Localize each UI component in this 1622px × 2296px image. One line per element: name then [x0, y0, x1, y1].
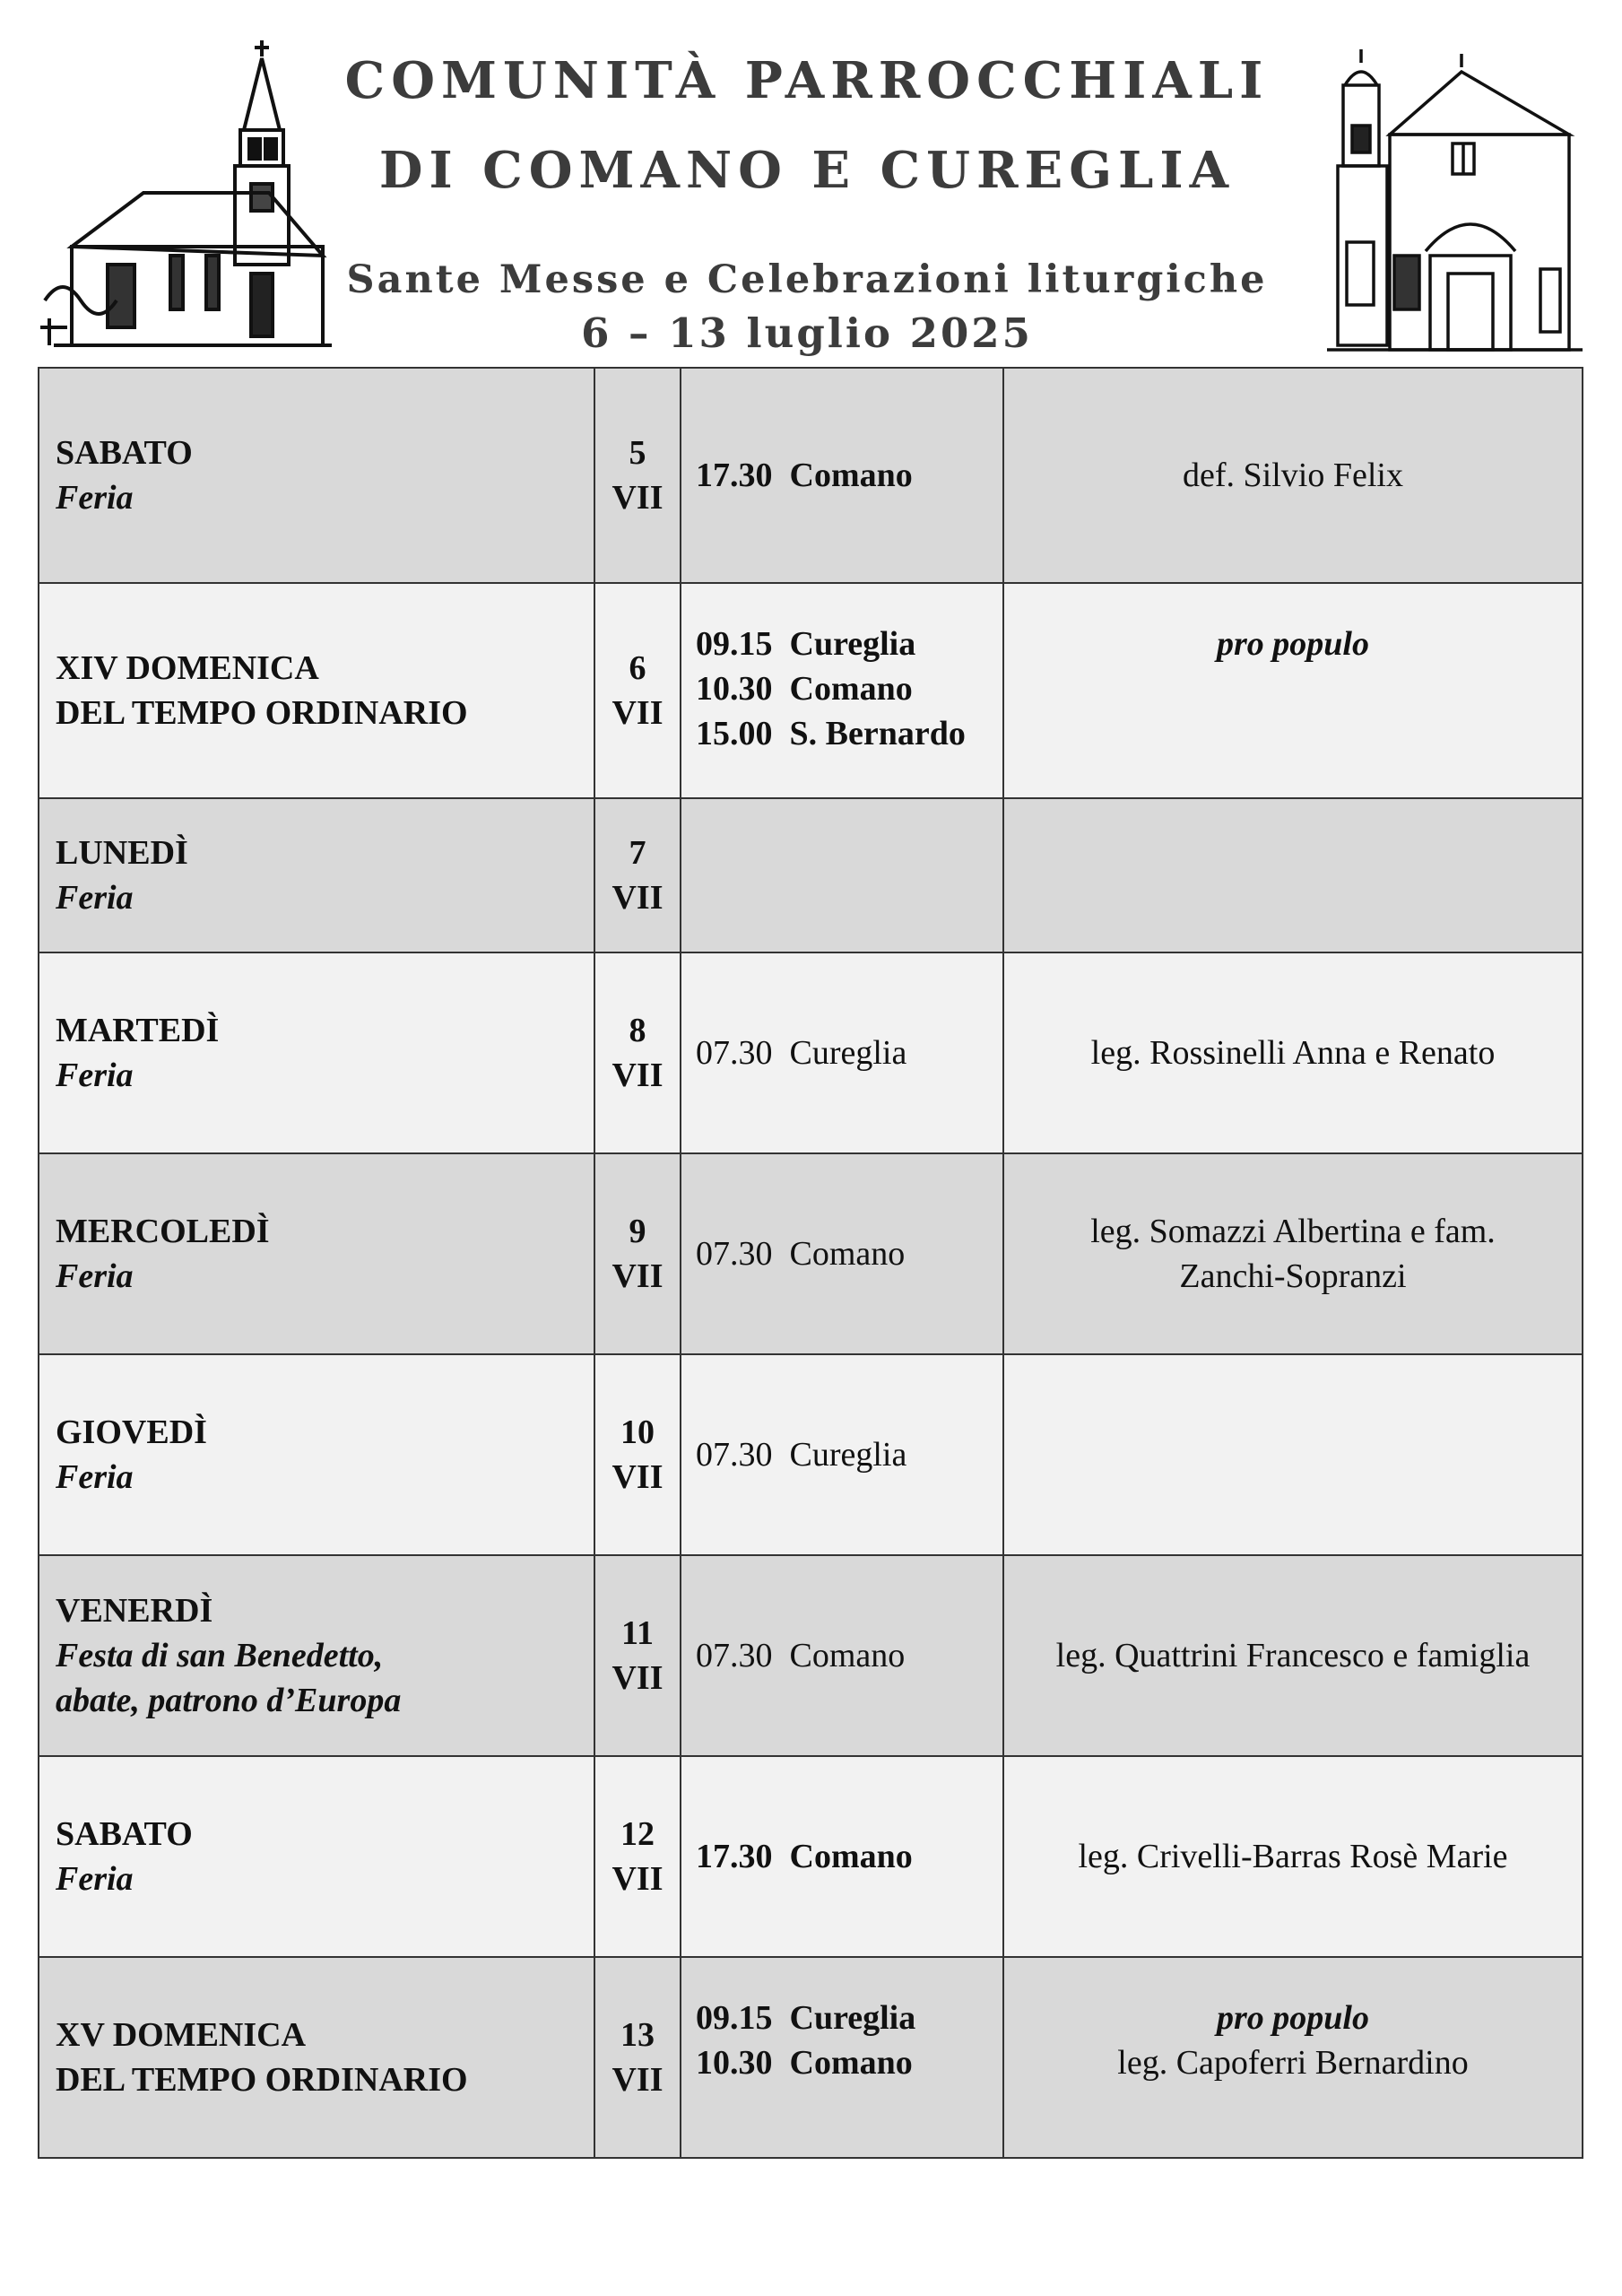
schedule-row [39, 1153, 1583, 1354]
time-location-cell [681, 1555, 1003, 1756]
day-name: VENERDÌ [56, 1592, 213, 1630]
mass-intention: leg. Capoferri Bernardino [1117, 2044, 1469, 2082]
date-cell [594, 368, 681, 583]
day-name: SABATO [56, 1815, 193, 1853]
schedule-row [39, 1354, 1583, 1555]
title-line-1: COMUNITÀ PARROCCHIALI [344, 51, 1270, 110]
mass-intention: leg. Somazzi Albertina e fam. [1090, 1213, 1496, 1250]
day-cell [39, 1957, 594, 2158]
day-name: XV DOMENICA [56, 2016, 307, 2054]
day-number: 8 [629, 1012, 646, 1049]
liturgical-description: Feria [56, 1257, 134, 1295]
day-cell [39, 583, 594, 798]
month-numeral: VII [612, 1458, 664, 1496]
church-bell-tower-icon [36, 31, 341, 354]
liturgical-description: Feria [56, 1057, 134, 1094]
mass-time: 15.00 S. Bernardo [696, 715, 966, 752]
schedule-row [39, 1756, 1583, 1957]
mass-time: 10.30 Comano [696, 2044, 913, 2082]
liturgical-description: Feria [56, 1860, 134, 1898]
time-location-cell [681, 798, 1003, 952]
time-location-cell [681, 1957, 1003, 2158]
liturgical-description: Feria [56, 479, 134, 517]
mass-time: 10.30 Comano [696, 670, 913, 708]
month-numeral: VII [612, 879, 664, 917]
intentions-cell [1003, 368, 1583, 583]
mass-intention: pro populo [1217, 1999, 1369, 2037]
day-cell [39, 952, 594, 1153]
intentions-cell [1003, 798, 1583, 952]
intentions-cell [1003, 1153, 1583, 1354]
month-numeral: VII [612, 1659, 664, 1697]
intentions-cell [1003, 1756, 1583, 1957]
mass-time: 09.15 Cureglia [696, 1999, 916, 2037]
mass-time: 17.30 Comano [696, 457, 913, 494]
month-numeral: VII [612, 1257, 664, 1295]
intentions-cell [1003, 952, 1583, 1153]
month-numeral: VII [612, 479, 664, 517]
schedule-row [39, 1555, 1583, 1756]
intentions-cell [1003, 583, 1583, 798]
intentions-cell [1003, 1354, 1583, 1555]
time-location-cell [681, 952, 1003, 1153]
day-cell [39, 1555, 594, 1756]
subtitle: Sante Messe e Celebrazioni liturgiche [346, 257, 1268, 302]
mass-intention: Zanchi-Sopranzi [1179, 1257, 1407, 1295]
liturgical-description: Festa di san Benedetto, [56, 1637, 384, 1674]
schedule-row [39, 1957, 1583, 2158]
mass-time: 07.30 Comano [696, 1637, 906, 1674]
time-location-cell [681, 1153, 1003, 1354]
month-numeral: VII [612, 1057, 664, 1094]
day-cell [39, 798, 594, 952]
month-numeral: VII [612, 2061, 664, 2099]
day-name-line2: DEL TEMPO ORDINARIO [56, 694, 468, 732]
date-cell [594, 952, 681, 1153]
page-header [0, 0, 1622, 359]
day-number: 13 [620, 2016, 655, 2054]
liturgical-description: Feria [56, 879, 134, 917]
chapel-facade-icon [1327, 45, 1583, 354]
schedule-row [39, 798, 1583, 952]
schedule-row [39, 368, 1583, 583]
day-cell [39, 1354, 594, 1555]
time-location-cell [681, 1354, 1003, 1555]
day-name: LUNEDÌ [56, 834, 188, 872]
day-number: 5 [629, 434, 646, 472]
liturgical-description: abate, patrono d’Europa [56, 1682, 402, 1719]
date-cell [594, 1957, 681, 2158]
mass-time: 17.30 Comano [696, 1838, 913, 1875]
intentions-cell [1003, 1957, 1583, 2158]
schedule-row [39, 952, 1583, 1153]
day-number: 12 [620, 1815, 655, 1853]
day-cell [39, 1756, 594, 1957]
day-name: MERCOLEDÌ [56, 1213, 270, 1250]
day-name: MARTEDÌ [56, 1012, 220, 1049]
mass-time: 07.30 Cureglia [696, 1034, 907, 1072]
day-name-line2: DEL TEMPO ORDINARIO [56, 2061, 468, 2099]
mass-schedule-table [38, 367, 1583, 2159]
mass-intention: leg. Crivelli-Barras Rosè Marie [1078, 1838, 1508, 1875]
mass-intention: pro populo [1217, 625, 1369, 663]
date-cell [594, 1153, 681, 1354]
month-numeral: VII [612, 694, 664, 732]
date-cell [594, 583, 681, 798]
day-cell [39, 1153, 594, 1354]
schedule-row [39, 583, 1583, 798]
day-name: GIOVEDÌ [56, 1413, 207, 1451]
day-number: 6 [629, 649, 646, 687]
mass-intention: leg. Quattrini Francesco e famiglia [1055, 1637, 1531, 1674]
mass-intention: def. Silvio Felix [1183, 457, 1403, 494]
mass-time: 07.30 Comano [696, 1235, 906, 1273]
day-number: 9 [629, 1213, 646, 1250]
date-cell [594, 798, 681, 952]
date-range: 6 – 13 luglio 2025 [581, 309, 1033, 357]
time-location-cell [681, 368, 1003, 583]
day-name: SABATO [56, 434, 193, 472]
title-line-2: DI COMANO E CUREGLIA [378, 141, 1236, 200]
date-cell [594, 1756, 681, 1957]
day-number: 11 [621, 1614, 654, 1652]
time-location-cell [681, 583, 1003, 798]
mass-intention: leg. Rossinelli Anna e Renato [1090, 1034, 1496, 1072]
date-cell [594, 1354, 681, 1555]
date-cell [594, 1555, 681, 1756]
title-block [341, 36, 1273, 361]
day-number: 10 [620, 1413, 655, 1451]
day-number: 7 [629, 834, 646, 872]
liturgical-description: Feria [56, 1458, 134, 1496]
time-location-cell [681, 1756, 1003, 1957]
day-name: XIV DOMENICA [56, 649, 319, 687]
mass-time: 07.30 Cureglia [696, 1436, 907, 1474]
month-numeral: VII [612, 1860, 664, 1898]
day-cell [39, 368, 594, 583]
mass-time: 09.15 Cureglia [696, 625, 916, 663]
intentions-cell [1003, 1555, 1583, 1756]
